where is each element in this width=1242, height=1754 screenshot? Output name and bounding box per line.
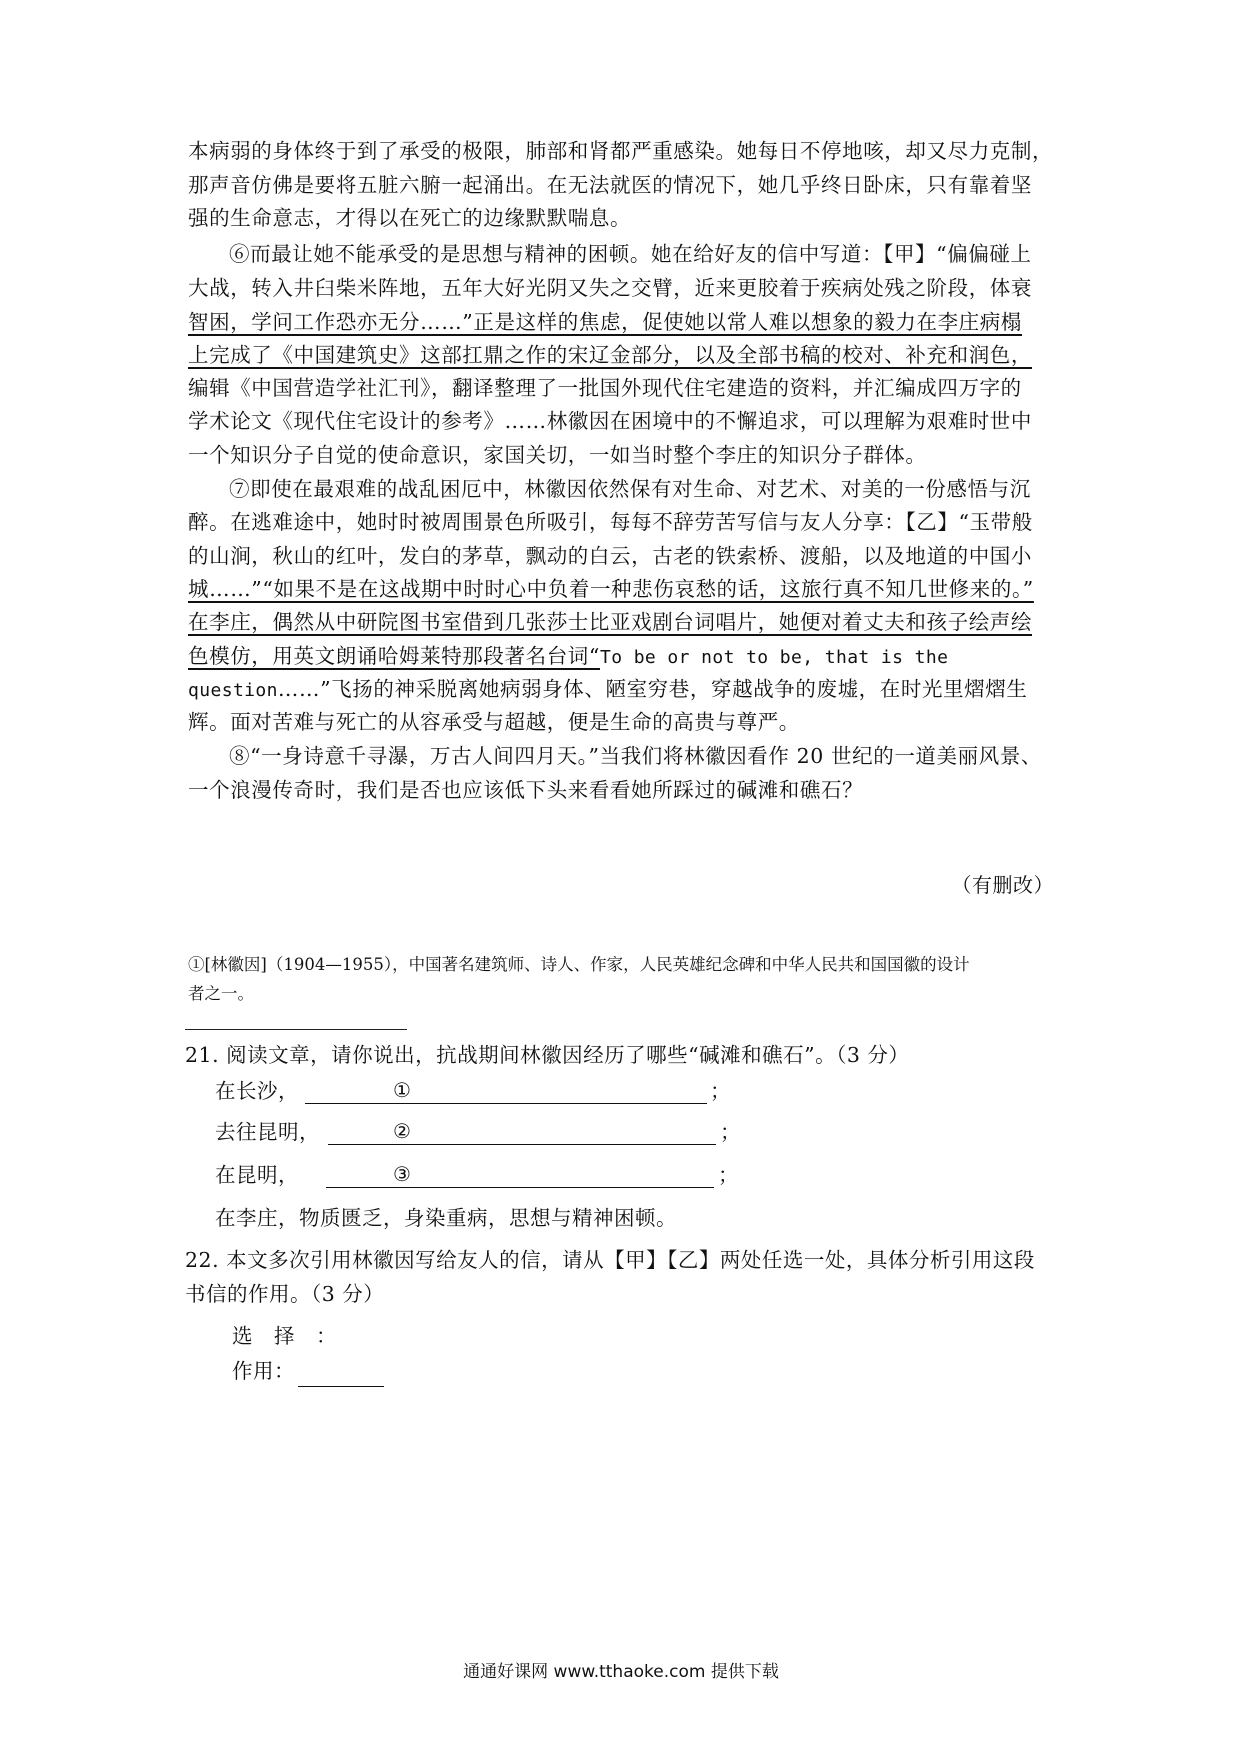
text-line: 一个知识分子自觉的使命意识，家国关切，一如当时整个李庄的知识分子群体。 — [188, 443, 927, 467]
english-quote: To be or not to be, that is the — [599, 647, 949, 668]
text-line: 那声音仿佛是要将五脏六腑一起涌出。在无法就医的情况下，她几乎终日卧床，只有靠着坚 — [188, 173, 1032, 197]
footnote-line: 者之一。 — [188, 984, 254, 1003]
question-21-stem: 21. 阅读文章，请你说出，抗战期间林徽因经历了哪些“碱滩和礁石”。（3 分） — [185, 1043, 910, 1067]
semicolon: ； — [710, 1079, 731, 1103]
text-line: ⑦即使在最艰难的战乱困厄中，林徽因依然保有对生命、对艺术、对美的一份感悟与沉 — [229, 477, 1031, 501]
answer-label: 在长沙， — [215, 1079, 299, 1103]
text-line: 大战，转入井臼柴米阵地，五年大好光阴又失之交臂，近来更胶着于疾病处残之阶段，体衰 — [188, 276, 1032, 300]
text-line: ⑥而最让她不能承受的是思想与精神的困顿。她在给好友的信中写道：【甲】“偏偏碰上 — [229, 242, 1032, 266]
text-line: 编辑《中国营造学社汇刊》，翻译整理了一批国外现代住宅建造的资料，并汇编成四万字的 — [188, 376, 1022, 400]
text-line — [188, 674, 1027, 706]
underlined-text: 色模仿，用英文朗诵哈姆莱特那段著名台词“ — [188, 644, 600, 668]
text-line: 醉。在逃难途中，她时时被周围景色所吸引，每每不辞劳苦写信与友人分享：【乙】“玉带般 — [188, 510, 1033, 534]
effect-answer-blank[interactable] — [298, 1386, 384, 1387]
english-quote: question — [188, 680, 278, 701]
divider — [185, 1029, 407, 1030]
choice-label: 选 择 ： — [232, 1324, 337, 1348]
answer-text: 在李庄，物质匮乏，身染重病，思想与精神困顿。 — [215, 1206, 677, 1230]
answer-label: 在昆明， — [215, 1163, 299, 1187]
semicolon: ； — [718, 1163, 739, 1187]
text-line: 本病弱的身体终于到了承受的极限，肺部和肾都严重感染。她每日不停地咳，却又尽力克制， — [188, 139, 1054, 163]
source-note: （有删改） — [951, 873, 1054, 897]
effect-label: 作用： — [232, 1359, 295, 1383]
answer-label: 去往昆明， — [215, 1120, 320, 1144]
text-line: ⑧“一身诗意千寻瀑，万古人间四月天。”当我们将林徽因看作 20 世纪的一道美丽风景、 — [229, 744, 1043, 768]
underlined-text-line: 智困，学问工作恐亦无分……”正是这样的焦虑，促使她以常人难以想象的毅力在李庄病榻 — [188, 310, 1022, 334]
text-line: 辉。面对苦难与死亡的从容承受与超越，便是生命的高贵与尊严。 — [188, 710, 800, 734]
blank-number: ① — [393, 1078, 411, 1102]
footer-download-note: 通通好课网 www.tthaoke.com 提供下载 — [463, 1662, 779, 1682]
footnote — [188, 950, 1068, 1008]
question-22-stem: 22. 本文多次引用林徽因写给友人的信，请从【甲】【乙】两处任选一处，具体分析引用这段 — [185, 1248, 1035, 1272]
footnote-line: ①[林徽因]（1904—1955），中国著名建筑师、诗人、作家，人民英雄纪念碑和中华人民共和国国徽的设计 — [188, 955, 970, 974]
blank-number: ② — [393, 1119, 411, 1143]
answer-blank-3[interactable] — [326, 1187, 714, 1188]
question-22-stem: 书信的作用。（3 分） — [185, 1282, 385, 1306]
text-span: ……”飞扬的神采脱离她病弱身体、陋室穷巷，穿越战争的废墟，在时光里熠熠生 — [277, 677, 1028, 701]
semicolon: ； — [720, 1120, 741, 1144]
text-line: 强的生命意志，才得以在死亡的边缘默默喘息。 — [188, 206, 632, 230]
text-line: 一个浪漫传奇时，我们是否也应该低下头来看看她所踩过的碱滩和礁石？ — [188, 778, 864, 802]
underlined-text-line: 城……”“如果不是在这战期中时时心中负着一种悲伤哀愁的话，这旅行真不知几世修来的。” — [188, 577, 1034, 601]
text-line — [188, 641, 948, 673]
underlined-text-line: 上完成了《中国建筑史》这部扛鼎之作的宋辽金部分，以及全部书稿的校对、补充和润色， — [188, 343, 1032, 367]
blank-number: ③ — [393, 1162, 411, 1186]
underlined-text-line: 在李庄，偶然从中研院图书室借到几张莎士比亚戏剧台词唱片，她便对着丈夫和孩子绘声绘 — [188, 610, 1032, 634]
text-line: 的山涧，秋山的红叶，发白的茅草，飘动的白云，古老的铁索桥、渡船，以及地道的中国小 — [188, 544, 1032, 568]
text-line: 学术论文《现代住宅设计的参考》……林徽因在困境中的不懈追求，可以理解为艰难时世中 — [188, 409, 1032, 433]
answer-blank-2[interactable] — [328, 1144, 716, 1145]
answer-blank-1[interactable] — [305, 1103, 707, 1104]
